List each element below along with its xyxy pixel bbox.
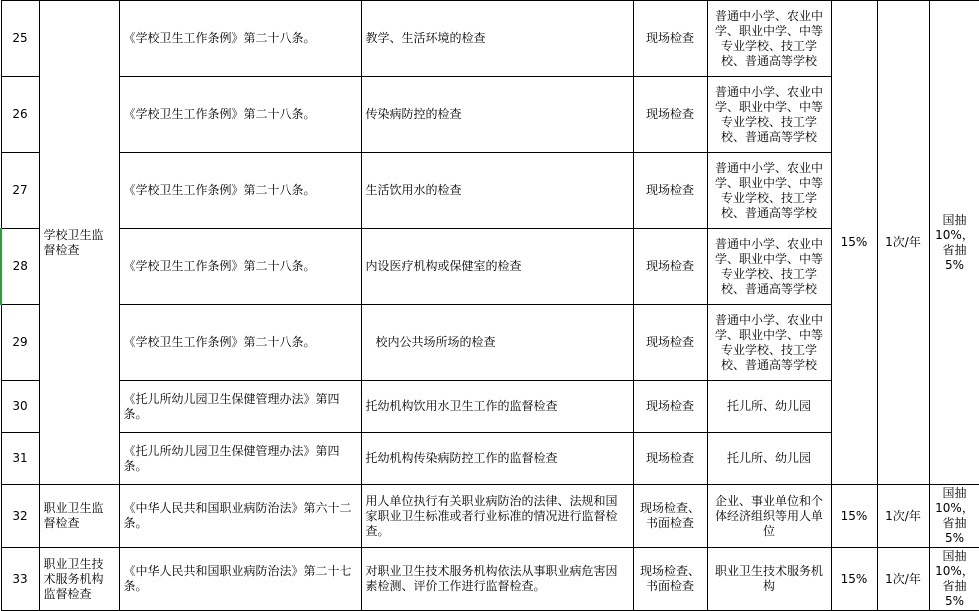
inspection-method: 现场检查: [633, 305, 707, 381]
inspection-content: 校内公共场所场的检查: [361, 305, 633, 381]
legal-basis: 《托儿所幼儿园卫生保健管理办法》第四条。: [119, 381, 361, 433]
row-number: 26: [1, 77, 39, 153]
inspection-method: 现场检查: [633, 381, 707, 433]
inspection-target: 托儿所、幼儿园: [707, 381, 831, 433]
inspection-content: 用人单位执行有关职业病防治的法律、法规和国家职业卫生标准或者行业标准的情况进行监督检查。: [361, 485, 633, 548]
inspection-target: 职业卫生技术服务机构: [707, 548, 831, 611]
inspection-method: 现场检查: [633, 153, 707, 229]
legal-basis: 《学校卫生工作条例》第二十八条。: [119, 153, 361, 229]
legal-basis: 《托儿所幼儿园卫生保健管理办法》第四条。: [119, 433, 361, 485]
row-number: 28: [1, 229, 39, 305]
inspection-frequency: 1次/年: [877, 548, 929, 611]
row-number: 31: [1, 433, 39, 485]
inspection-content: 传染病防控的检查: [361, 77, 633, 153]
inspection-type: 职业卫生监督检查: [39, 485, 119, 548]
inspection-target: 普通中小学、农业中学、职业中学、中等专业学校、技工学校、普通高等学校: [707, 229, 831, 305]
inspection-target: 普通中小学、农业中学、职业中学、中等专业学校、技工学校、普通高等学校: [707, 77, 831, 153]
inspection-type: 学校卫生监督检查: [39, 1, 119, 485]
inspection-content: 托幼机构饮用水卫生工作的监督检查: [361, 381, 633, 433]
inspection-method: 现场检查、书面检查: [633, 485, 707, 548]
row-number: 32: [1, 485, 39, 548]
inspection-type: 职业卫生技术服务机构监督检查: [39, 548, 119, 611]
row-number: 29: [1, 305, 39, 381]
inspection-target: 普通中小学、农业中学、职业中学、中等专业学校、技工学校、普通高等学校: [707, 305, 831, 381]
inspection-method: 现场检查、书面检查: [633, 548, 707, 611]
table-row: [1, 1, 979, 77]
sampling-ratio: 15%: [831, 1, 877, 485]
sampling-ratio: 15%: [831, 485, 877, 548]
inspection-target: 托儿所、幼儿园: [707, 433, 831, 485]
inspection-method: 现场检查: [633, 1, 707, 77]
inspection-target: 企业、事业单位和个体经济组织等用人单位: [707, 485, 831, 548]
inspection-content: 托幼机构传染病防控工作的监督检查: [361, 433, 633, 485]
legal-basis: 《学校卫生工作条例》第二十八条。: [119, 229, 361, 305]
sampling-note: 国抽10%，省抽5%: [929, 485, 979, 548]
table-row: [1, 485, 979, 548]
inspection-content: 对职业卫生技术服务机构依法从事职业病危害因素检测、评价工作进行监督检查。: [361, 548, 633, 611]
inspection-method: 现场检查: [633, 433, 707, 485]
legal-basis: 《中华人民共和国职业病防治法》第二十七条。: [119, 548, 361, 611]
sampling-note: 国抽10%，省抽5%: [929, 1, 979, 485]
inspection-method: 现场检查: [633, 77, 707, 153]
inspection-content: 生活饮用水的检查: [361, 153, 633, 229]
row-number: 30: [1, 381, 39, 433]
legal-basis: 《学校卫生工作条例》第二十八条。: [119, 1, 361, 77]
row-number: 27: [1, 153, 39, 229]
row-number: 33: [1, 548, 39, 611]
legal-basis: 《学校卫生工作条例》第二十八条。: [119, 305, 361, 381]
inspection-target: 普通中小学、农业中学、职业中学、中等专业学校、技工学校、普通高等学校: [707, 1, 831, 77]
sampling-note: 国抽10%，省抽5%: [929, 548, 979, 611]
legal-basis: 《中华人民共和国职业病防治法》第六十二条。: [119, 485, 361, 548]
table-row: [1, 548, 979, 611]
inspection-content: 内设医疗机构或保健室的检查: [361, 229, 633, 305]
inspection-target: 普通中小学、农业中学、职业中学、中等专业学校、技工学校、普通高等学校: [707, 153, 831, 229]
inspection-method: 现场检查: [633, 229, 707, 305]
row-number: 25: [1, 1, 39, 77]
legal-basis: 《学校卫生工作条例》第二十八条。: [119, 77, 361, 153]
inspection-content: 教学、生活环境的检查: [361, 1, 633, 77]
inspection-frequency: 1次/年: [877, 1, 929, 485]
inspection-frequency: 1次/年: [877, 485, 929, 548]
sampling-ratio: 15%: [831, 548, 877, 611]
